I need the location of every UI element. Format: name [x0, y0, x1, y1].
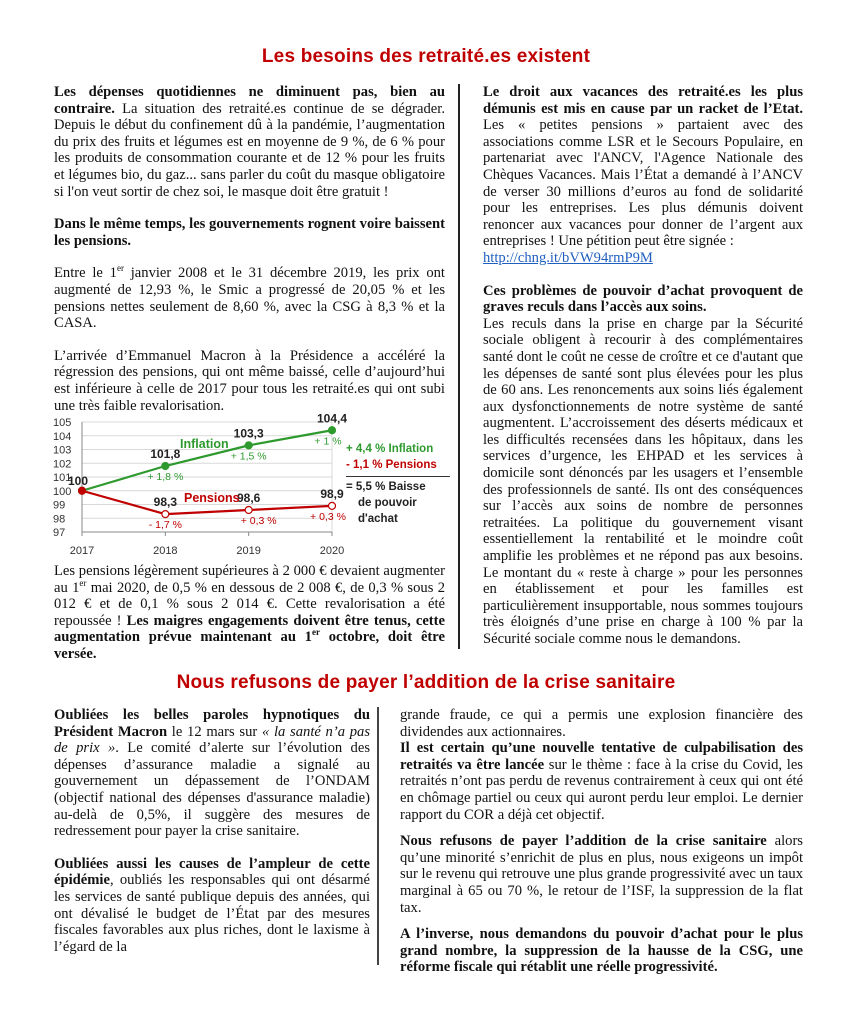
svg-text:99: 99 [53, 499, 66, 512]
section1-left-column [54, 84, 445, 430]
paragraph-gouvernements: Dans le même temps, les gouvernements rognent voire baissent les pensions. [54, 216, 445, 249]
svg-text:+ 1 %: + 1 % [314, 435, 342, 448]
svg-text:+ 1,5 %: + 1,5 % [230, 450, 267, 463]
svg-text:2020: 2020 [319, 545, 345, 557]
svg-text:103: 103 [53, 444, 72, 457]
svg-text:98,3: 98,3 [153, 495, 178, 510]
svg-text:100: 100 [53, 485, 72, 498]
svg-text:100: 100 [68, 473, 89, 488]
pension-vs-inflation-chart [50, 405, 455, 560]
svg-text:Pensions: Pensions [184, 491, 240, 505]
section-title-addition: Nous refusons de payer l’addition de la crise sanitaire [176, 672, 676, 693]
svg-text:102: 102 [53, 458, 72, 471]
svg-text:2019: 2019 [236, 545, 261, 557]
svg-text:2017: 2017 [69, 545, 95, 557]
svg-text:101,8: 101,8 [150, 447, 181, 461]
svg-text:103,3: 103,3 [233, 426, 264, 441]
legend-pensions: - 1,1 % Pensions [346, 459, 437, 471]
chart-legend-summary [346, 441, 456, 527]
legend-inflation: + 4,4 % Inflation [346, 443, 434, 455]
petition-link-line [483, 250, 803, 267]
paragraph-refusons: Nous refusons de payer l’addition de la crise sanitaire alors qu’une minorité s’enrichit de plus en plus, nous exigeons un impôt sur le revenu qui retrouve une plus grande progressivité avec un taux marginal à 65 ou 70 %, le retour de l’ISF, la suppression de la flat tax. [400, 833, 803, 916]
paragraph-culpabilisation: Il est certain qu’une nouvelle tentative de culpabilisation des retraités va être lancée sur le thème : face à la crise du Covid, les retraités n’ont pas perdu de revenus contrairement à ceux qui ont été en chômage partiel ou ceux qui auront perdu leur emploi. Le dernier rapport du COR a déjà cet objectif. [400, 740, 803, 823]
legend-divider [346, 476, 450, 477]
svg-text:+ 0,3 %: + 0,3 % [310, 510, 346, 523]
svg-text:98: 98 [53, 513, 66, 526]
paragraph-prix-2008-2019: Entre le 1er janvier 2008 et le 31 décembre 2019, les prix ont augmenté de 12,93 %, le Smic a progressé de 20,05 % et les pensions nettes seulement de 8,60 %, avec la CSG à 8,3 % et la CASA. [54, 263, 445, 332]
svg-text:101: 101 [53, 472, 72, 484]
section-title-besoins: Les besoins des retraité.es existent [261, 46, 591, 67]
svg-text:98,6: 98,6 [236, 491, 261, 505]
svg-text:105: 105 [53, 417, 72, 429]
svg-text:Inflation: Inflation [180, 437, 229, 451]
svg-text:104: 104 [53, 430, 72, 443]
paragraph-demandons: A l’inverse, nous demandons du pouvoir d’achat pour le plus grand nombre, la suppression de la hausse de la CSG, une réforme fiscale qui rétablit une réelle progressivité. [400, 926, 803, 976]
paragraph-revalorisation: Les pensions légèrement supérieures à 2 000 € devaient augmenter au 1er mai 2020, de 0,5 % en dessous de 2 008 €, de 0,3 % sous 2 012 € et de 0,1 % sous 2 014 €. Cette revalorisation a été repoussée ! Les maigres engagements doivent être tenus, cette augmentation prévue maintenant au 1er octobre, doit être versée. [54, 563, 445, 662]
paragraph-depenses: Les dépenses quotidiennes ne diminuent pas, bien au contraire. La situation des retraité.es continue de se dégrader. Depuis le début du confinement dû à la pandémie, l’augmentation du prix des fruits et légumes est en moyenne de 9 %, de 6 % pour les produits de consommation courante et de 12 % pour les fruits et légumes bio, du gaz... sans parler du coût du masque obligatoire si l'on veut sortir de chez soi, le masque doit être gratuit ! [54, 84, 445, 200]
svg-text:- 1,7 %: - 1,7 % [148, 519, 182, 532]
paragraph-grande-fraude: grande fraude, ce qui a permis une explosion financière des dividendes aux actionnaires. [400, 707, 803, 740]
svg-text:104,4: 104,4 [316, 411, 348, 426]
svg-text:98,9: 98,9 [320, 486, 344, 501]
svg-text:+ 1,8 %: + 1,8 % [147, 471, 184, 483]
petition-link[interactable]: http://chng.it/bVW94rmP9M [483, 249, 653, 266]
paragraph-oubliees-causes: Oubliées aussi les causes de l’ampleur de cette épidémie, oubliés les responsables qui ont désarmé les services de santé publique depuis des années, qui ont dévalisé le budget de l’État par des mesures fiscales favorables aux plus riches, dont le laxisme à l’égard de la [54, 855, 370, 955]
paragraph-oubliees-paroles: Oubliées les belles paroles hypnotiques du Président Macron le 12 mars sur « la santé n’a pas de prix ». Le comité d’alerte sur l’évolution des dépenses d’assurance maladie a signalé au gouvernement un dépassement de l’ONDAM (objectif national des dépenses d'assurance maladie) au-delà de 0,5%, il suggère des mesures de redressement pour payer la crise sanitaire. [54, 707, 370, 840]
column-divider [458, 84, 460, 649]
paragraph-soins: Ces problèmes de pouvoir d’achat provoquent de graves reculs dans l’accès aux soins. Les reculs dans la prise en charge par la Sécurité sociale obligent à recourir à des complémentaires santé dont le coût ne cesse de croître et ce d'autant que les dépenses de santé sont plus élevées pour les plus de 60 ans. Les renoncements aux soins liés également aux dysfonctionnements de notre système de santé augmentent. L’accroissement des déserts médicaux et les difficultés recensées dans les hôpitaux, dans les services d’urgence, les EHPAD et les services à domicile sont dénoncés par les usagers et l’ensemble des professionnels de santé. Ils ont des conséquences sur l’accès aux soins de nombre de personnes retraitées. La politique du gouvernement visant essentiellement la rentabilité et le moindre coût amplifie les problèmes et ne répond pas aux besoins. Le montant du « reste à charge » pour les personnes en établissement et pour les familles est particulièrement insupportable, nous sommes toujours très éloignés d’une prise en charge à 100 % par la Sécurité sociale comme nous le demandons. [483, 282, 803, 647]
section2-right-column [400, 707, 803, 976]
section1-left-column-bottom [54, 563, 445, 663]
section2-left-column [54, 707, 370, 955]
line-chart-plot [50, 405, 350, 560]
paragraph-macron: L’arrivée d’Emmanuel Macron à la Présidence a accéléré la régression des pensions, qui ont même baissé, celle d’aujourd’hui est inférieure à celle de 2017 pour tous les retraité.es qui ont subi une très faible revalorisation. [54, 347, 445, 414]
svg-text:97: 97 [53, 527, 66, 539]
svg-text:2018: 2018 [153, 545, 178, 557]
svg-text:+ 0,3 %: + 0,3 % [240, 515, 277, 527]
section1-right-column [483, 84, 803, 648]
legend-result: = 5,5 % Baisse de pouvoir d'achat [346, 481, 426, 525]
paragraph-vacances: Le droit aux vacances des retraité.es les plus démunis est mis en cause par un racket de l’Etat. Les « petites pensions » partaient avec des associations comme LSR et le Secours Populaire, en partenariat avec l'ANCV, l'Agence Nationale des Chèques Vacances. Mais l’État a demandé à l’ANCV de verser 30 millions d’euros au fond de solidarité pour les entreprises. Les plus démunis doivent renoncer aux vacances pour donner de l’argent aux entreprises ! Une pétition peut être signée : [483, 84, 803, 250]
column-divider-bottom [377, 707, 379, 965]
